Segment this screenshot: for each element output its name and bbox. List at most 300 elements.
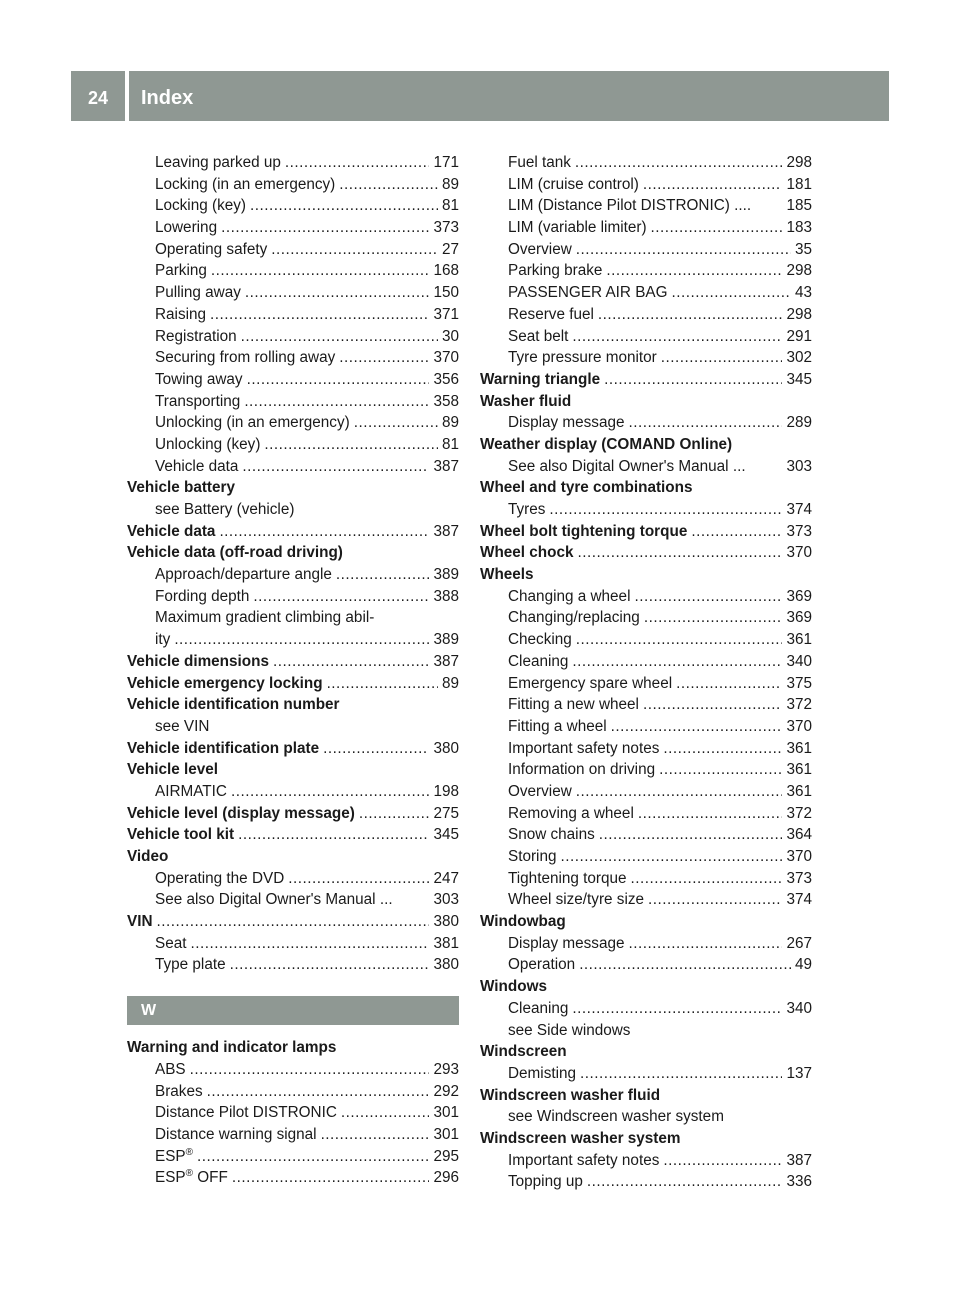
entry-page-number: 370	[786, 848, 812, 865]
index-subentry	[480, 412, 812, 434]
dot-leader	[651, 217, 783, 239]
dot-leader	[190, 933, 429, 955]
index-entry	[480, 391, 812, 413]
entry-page-number: 369	[786, 587, 812, 605]
index-subentry	[127, 1059, 459, 1081]
entry-page-number: 181	[786, 175, 812, 193]
dot-leader	[576, 629, 783, 651]
index-subentry	[127, 933, 459, 955]
entry-label: ESP®	[155, 1146, 193, 1165]
entry-page-number: 361	[786, 631, 812, 649]
entry-label: Distance warning signal	[155, 1125, 317, 1143]
entry-page-number: 369	[786, 609, 812, 627]
entry-page-number: 27	[441, 240, 459, 258]
entry-label: Vehicle data	[127, 522, 216, 540]
index-subentry	[480, 607, 812, 629]
entry-label: Operating the DVD	[155, 869, 285, 887]
dot-leader	[174, 629, 429, 651]
index-subentry	[127, 195, 459, 217]
dot-leader	[576, 781, 783, 803]
entry-label: Vehicle data	[155, 457, 239, 475]
dot-leader	[606, 260, 782, 282]
index-subentry	[480, 694, 812, 716]
index-list-right	[480, 152, 812, 1193]
entry-label: VIN	[127, 913, 153, 931]
dot-leader	[245, 282, 430, 304]
dot-leader	[663, 738, 782, 760]
index-subentry	[480, 456, 812, 478]
index-subentry	[480, 1171, 812, 1193]
dot-leader	[578, 542, 783, 564]
entry-page-number: 298	[786, 305, 812, 323]
index-entry	[127, 477, 459, 499]
entry-label: Warning triangle	[480, 370, 601, 388]
dot-leader	[241, 326, 438, 348]
dot-leader	[250, 195, 438, 217]
entry-label: Vehicle emergency locking	[127, 674, 323, 692]
entry-page-number: 183	[786, 219, 812, 237]
dot-leader	[327, 673, 438, 695]
entry-label: Information on driving	[508, 761, 656, 779]
index-subentry	[480, 304, 812, 326]
index-entry	[480, 1128, 812, 1150]
entry-page-number: 372	[786, 696, 812, 714]
entry-label: Video	[127, 848, 169, 865]
entry-label: Windscreen washer system	[480, 1129, 681, 1147]
index-subentry	[480, 738, 812, 760]
entry-page-number: 345	[786, 370, 812, 388]
entry-label: Transporting	[155, 392, 241, 410]
header-divider	[125, 71, 129, 121]
entry-page-number: 374	[786, 501, 812, 518]
dot-leader	[323, 738, 429, 760]
entry-label: Tightening torque	[508, 869, 627, 887]
entry-page-number: 389	[433, 631, 459, 649]
entry-label: Important safety notes	[508, 739, 660, 757]
dot-leader	[242, 456, 429, 478]
index-subentry	[480, 260, 812, 282]
entry-page-number: 267	[786, 934, 812, 952]
index-subentry	[480, 673, 812, 695]
dot-leader	[354, 412, 438, 434]
index-subentry	[127, 152, 459, 174]
entry-page-number: 293	[433, 1060, 459, 1078]
entry-page-number: 356	[433, 370, 459, 388]
entry-label: Wheel bolt tightening torque	[480, 522, 688, 540]
entry-page-number: 387	[433, 522, 459, 540]
dot-leader	[273, 651, 429, 673]
entry-label: Pulling away	[155, 284, 241, 302]
index-subentry	[127, 1146, 459, 1168]
index-entry	[127, 542, 459, 564]
index-subentry	[480, 868, 812, 890]
entry-page-number: 30	[441, 327, 459, 345]
entry-label: see Battery (vehicle)	[155, 501, 295, 518]
index-subentry	[480, 759, 812, 781]
index-subentry	[480, 282, 812, 304]
index-subentry	[480, 954, 812, 976]
entry-page-number: 275	[433, 804, 459, 822]
entry-label: Type plate	[155, 956, 226, 974]
dot-leader	[572, 651, 782, 673]
entry-page-number: 298	[786, 262, 812, 280]
dot-leader	[643, 694, 783, 716]
dot-leader	[560, 846, 782, 868]
index-subentry	[480, 824, 812, 846]
entry-label: see VIN	[155, 717, 210, 735]
entry-page-number: 198	[433, 782, 459, 800]
index-entry	[480, 1085, 812, 1107]
dot-leader	[238, 824, 429, 846]
section-header-w: W	[127, 996, 459, 1025]
index-subentry	[127, 629, 459, 651]
index-subentry	[127, 716, 459, 738]
entry-label: Maximum gradient climbing abil-	[155, 609, 375, 627]
dot-leader	[643, 174, 783, 196]
index-subentry	[127, 456, 459, 478]
dot-leader	[197, 1146, 429, 1168]
entry-label: Reserve fuel	[508, 305, 594, 323]
entry-page-number: 35	[794, 240, 812, 258]
index-subentry	[127, 1167, 459, 1189]
entry-label: Fitting a new wheel	[508, 696, 639, 714]
entry-page-number: 340	[786, 999, 812, 1017]
index-subentry	[480, 781, 812, 803]
index-entry	[480, 477, 812, 499]
dot-leader	[599, 824, 783, 846]
entry-label: Wheels	[480, 566, 534, 584]
entry-label: Locking (in an emergency)	[155, 175, 336, 193]
entry-label: Cleaning	[508, 652, 569, 670]
entry-label: Vehicle identification number	[127, 696, 340, 714]
entry-label: Parking	[155, 262, 207, 280]
index-column-right	[480, 152, 812, 1193]
index-entry	[127, 694, 459, 716]
entry-label: Wheel chock	[480, 544, 574, 562]
index-column-left	[127, 152, 459, 1189]
dot-leader	[271, 239, 438, 261]
entry-page-number: 336	[786, 1173, 812, 1191]
index-subentry	[480, 998, 812, 1020]
dot-leader	[321, 1124, 430, 1146]
entry-page-number: 171	[433, 154, 459, 171]
dot-leader	[587, 1171, 783, 1193]
entry-label: Fitting a wheel	[508, 717, 607, 735]
index-subentry	[480, 152, 812, 174]
entry-label: Topping up	[508, 1173, 583, 1191]
index-entry	[480, 521, 812, 543]
dot-leader	[648, 889, 782, 911]
index-entry	[127, 824, 459, 846]
index-subentry	[127, 326, 459, 348]
dot-leader	[659, 759, 782, 781]
dot-leader	[634, 586, 782, 608]
index-subentry	[480, 651, 812, 673]
dot-leader	[611, 716, 783, 738]
dot-leader	[663, 1150, 782, 1172]
dot-leader	[288, 868, 429, 890]
entry-page-number: 295	[433, 1147, 459, 1165]
index-subentry	[127, 304, 459, 326]
entry-label: PASSENGER AIR BAG	[508, 284, 668, 302]
entry-label: Important safety notes	[508, 1151, 660, 1169]
entry-page-number: 168	[433, 262, 459, 280]
dot-leader	[247, 369, 430, 391]
entry-page-number: 380	[433, 956, 459, 974]
entry-page-number: 380	[433, 739, 459, 757]
entry-label: Distance Pilot DISTRONIC	[155, 1104, 337, 1122]
index-subentry	[127, 239, 459, 261]
entry-page-number: 373	[786, 869, 812, 887]
index-subentry	[480, 195, 812, 217]
entry-page-number: 301	[433, 1104, 459, 1122]
entry-label: Unlocking (key)	[155, 435, 261, 453]
dot-leader	[628, 412, 782, 434]
entry-page-number: 358	[433, 392, 459, 410]
index-entry	[127, 846, 459, 868]
index-entry	[480, 542, 812, 564]
index-subentry	[127, 369, 459, 391]
dot-leader	[219, 521, 429, 543]
dot-leader	[631, 868, 783, 890]
index-subentry	[127, 347, 459, 369]
index-subentry	[127, 499, 459, 521]
entry-label: Vehicle data (off-road driving)	[127, 544, 343, 562]
entry-page-number: 89	[441, 175, 459, 193]
index-entry	[127, 911, 459, 933]
dot-leader	[341, 1102, 430, 1124]
entry-page-number: 303	[433, 891, 459, 909]
entry-label: Removing a wheel	[508, 804, 634, 822]
dot-leader	[644, 607, 783, 629]
entry-page-number: 364	[786, 826, 812, 844]
entry-label: Wheel and tyre combinations	[480, 479, 693, 497]
index-subentry	[127, 412, 459, 434]
index-subentry	[480, 1106, 812, 1128]
entry-label: Display message	[508, 934, 625, 952]
entry-label: LIM (cruise control)	[508, 175, 639, 193]
index-subentry	[480, 1063, 812, 1085]
dot-leader	[359, 803, 430, 825]
dot-leader	[211, 260, 430, 282]
page-header	[71, 71, 889, 121]
index-subentry	[480, 174, 812, 196]
index-subentry	[127, 868, 459, 890]
entry-page-number: 389	[433, 566, 459, 584]
entry-label: Tyres	[508, 501, 546, 518]
dot-leader	[210, 304, 429, 326]
index-entry	[480, 911, 812, 933]
entry-page-number: 89	[441, 414, 459, 432]
dot-leader	[231, 781, 430, 803]
index-subentry	[480, 239, 812, 261]
index-subentry	[127, 564, 459, 586]
entry-page-number: 370	[786, 544, 812, 562]
entry-label: ABS	[155, 1060, 186, 1078]
entry-label: Operation	[508, 956, 576, 974]
entry-page-number: 340	[786, 652, 812, 670]
entry-label: Warning and indicator lamps	[127, 1039, 337, 1057]
dot-leader	[232, 1167, 430, 1189]
entry-label: Fuel tank	[508, 154, 571, 171]
index-subentry	[127, 889, 459, 911]
dot-leader	[579, 954, 791, 976]
entry-page-number: 373	[433, 219, 459, 237]
page-number: 24	[87, 87, 109, 108]
entry-label: Tyre pressure monitor	[508, 349, 657, 367]
entry-page-number: 298	[786, 154, 812, 171]
entry-page-number: 370	[786, 717, 812, 735]
entry-label: Operating safety	[155, 240, 268, 258]
index-subentry	[480, 1150, 812, 1172]
entry-label: Unlocking (in an emergency)	[155, 414, 350, 432]
entry-label: Changing a wheel	[508, 587, 631, 605]
index-entry	[127, 651, 459, 673]
entry-label: Weather display (COMAND Online)	[480, 435, 733, 453]
index-entry	[480, 1041, 812, 1063]
entry-label: ity	[155, 631, 171, 649]
entry-label: Vehicle level	[127, 761, 218, 779]
index-subentry	[480, 629, 812, 651]
dot-leader	[157, 911, 430, 933]
entry-label: ESP® OFF	[155, 1168, 228, 1187]
dot-leader	[244, 391, 429, 413]
entry-label: LIM (Distance Pilot DISTRONIC) ....	[508, 197, 752, 215]
entry-label: Locking (key)	[155, 197, 246, 215]
entry-label: Windscreen washer fluid	[480, 1086, 661, 1104]
entry-label: Securing from rolling away	[155, 349, 336, 367]
page-title: Index	[141, 87, 194, 109]
dot-leader	[339, 174, 438, 196]
entry-label: Emergency spare wheel	[508, 674, 673, 692]
entry-page-number: 387	[786, 1151, 812, 1169]
entry-label: Registration	[155, 327, 237, 345]
index-entry	[127, 1037, 459, 1059]
entry-label: Fording depth	[155, 587, 250, 605]
dot-leader	[676, 673, 782, 695]
entry-label: Approach/departure angle	[155, 566, 332, 584]
entry-page-number: 345	[433, 826, 459, 844]
index-subentry	[480, 326, 812, 348]
entry-label: Seat belt	[508, 327, 569, 345]
index-entry	[127, 759, 459, 781]
index-subentry	[127, 434, 459, 456]
index-list-left	[127, 152, 459, 976]
entry-label: Parking brake	[508, 262, 603, 280]
index-entry	[480, 434, 812, 456]
dot-leader	[264, 434, 438, 456]
entry-label: Raising	[155, 305, 207, 323]
entry-label: Seat	[155, 934, 187, 952]
index-subentry	[480, 803, 812, 825]
entry-label: Leaving parked up	[155, 154, 281, 171]
dot-leader	[207, 1081, 430, 1103]
entry-page-number: 49	[794, 956, 812, 974]
entry-page-number: 185	[786, 197, 812, 215]
entry-page-number: 372	[786, 804, 812, 822]
dot-leader	[575, 152, 783, 174]
entry-page-number: 387	[433, 457, 459, 475]
index-subentry	[480, 846, 812, 868]
entry-label: LIM (variable limiter)	[508, 219, 647, 237]
dot-leader	[672, 282, 791, 304]
entry-label: Vehicle battery	[127, 479, 235, 497]
entry-page-number: 303	[786, 457, 812, 475]
dot-leader	[285, 152, 430, 174]
index-subentry	[480, 217, 812, 239]
index-subentry	[480, 889, 812, 911]
entry-page-number: 43	[794, 284, 812, 302]
dot-leader	[339, 347, 429, 369]
dot-leader	[549, 499, 782, 521]
entry-label: Windowbag	[480, 913, 566, 931]
dot-leader	[572, 998, 782, 1020]
index-entry	[480, 369, 812, 391]
entry-label: Lowering	[155, 219, 218, 237]
index-subentry	[127, 1081, 459, 1103]
entry-page-number: 371	[433, 305, 459, 323]
dot-leader	[336, 564, 430, 586]
entry-page-number: 301	[433, 1125, 459, 1143]
entry-label: Demisting	[508, 1064, 577, 1082]
index-subentry	[480, 1020, 812, 1042]
index-subentry	[480, 347, 812, 369]
entry-page-number: 373	[786, 522, 812, 540]
dot-leader	[638, 803, 783, 825]
entry-label: Overview	[508, 782, 572, 800]
entry-page-number: 292	[433, 1082, 459, 1100]
entry-page-number: 374	[786, 891, 812, 909]
entry-label: AIRMATIC	[155, 782, 227, 800]
entry-page-number: 247	[433, 869, 459, 887]
index-subentry	[127, 586, 459, 608]
index-subentry	[127, 174, 459, 196]
dot-leader	[253, 586, 429, 608]
dot-leader	[691, 521, 782, 543]
entry-label: Vehicle identification plate	[127, 739, 320, 757]
entry-label: see Windscreen washer system	[508, 1108, 724, 1126]
index-subentry	[127, 1124, 459, 1146]
index-subentry	[480, 499, 812, 521]
entry-page-number: 375	[786, 674, 812, 692]
entry-label: Snow chains	[508, 826, 595, 844]
dot-leader	[572, 326, 782, 348]
dot-leader	[221, 217, 429, 239]
dot-leader	[190, 1059, 430, 1081]
index-entry	[127, 673, 459, 695]
entry-label: Windscreen	[480, 1043, 567, 1061]
dot-leader	[576, 239, 791, 261]
index-subentry	[127, 260, 459, 282]
index-entry	[127, 521, 459, 543]
entry-label: See also Digital Owner's Manual ...	[508, 457, 746, 475]
entry-label: Checking	[508, 631, 572, 649]
dot-leader	[661, 347, 783, 369]
index-subentry	[480, 716, 812, 738]
dot-leader	[628, 933, 782, 955]
entry-label: Cleaning	[508, 999, 569, 1017]
entry-page-number: 302	[786, 349, 812, 367]
dot-leader	[598, 304, 783, 326]
entry-page-number: 81	[441, 197, 459, 215]
entry-label: see Side windows	[508, 1021, 631, 1039]
entry-page-number: 388	[433, 587, 459, 605]
dot-leader	[230, 954, 430, 976]
dot-leader	[580, 1063, 782, 1085]
entry-page-number: 381	[433, 934, 459, 952]
entry-label: Towing away	[155, 370, 243, 388]
entry-label: Wheel size/tyre size	[508, 891, 645, 909]
